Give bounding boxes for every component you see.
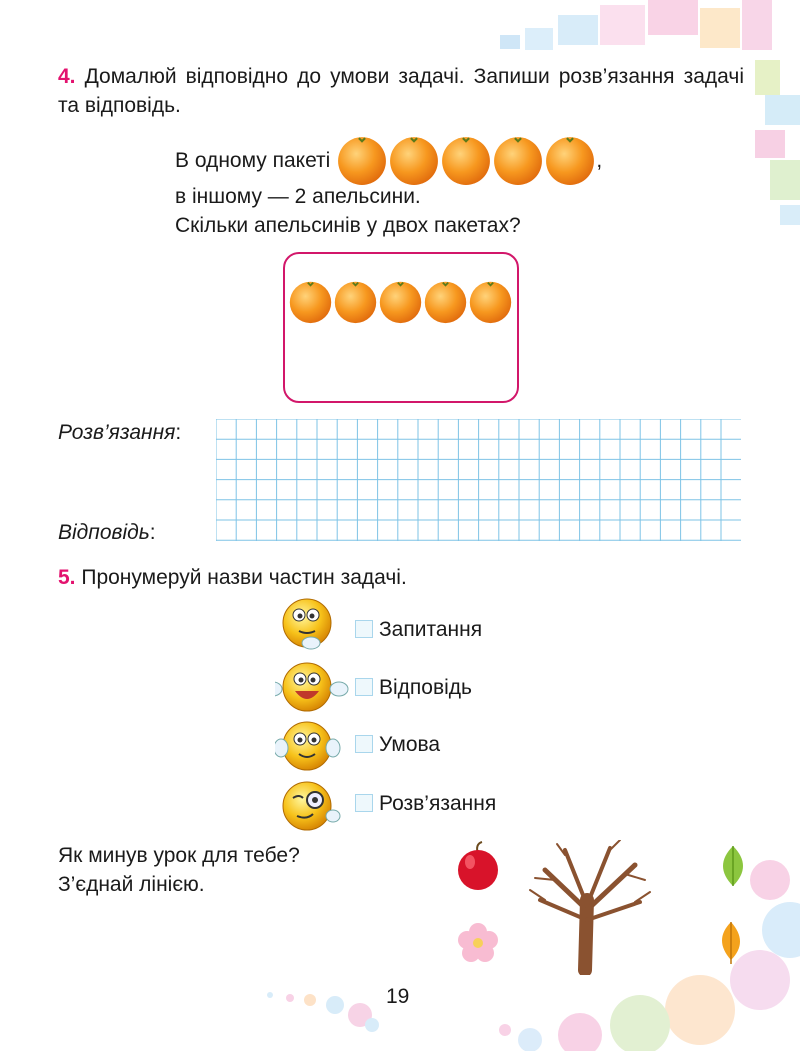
task-4-problem [175,138,695,240]
squared-writing-grid[interactable] [216,419,741,541]
task-4-instruction [58,62,744,120]
reflection-line-2: З’єднай лінією. [58,873,205,896]
orange-icon [336,134,388,186]
orange-icon [388,134,440,186]
number-box[interactable] [355,620,373,638]
option-label: Відповідь [379,675,472,699]
bare-tree-icon[interactable] [530,840,650,970]
option-answer[interactable] [355,672,472,702]
emoji-column [275,595,355,835]
orange-icon [492,134,544,186]
number-box[interactable] [355,678,373,696]
number-box[interactable] [355,794,373,812]
green-leaf-icon[interactable] [723,846,743,886]
orange-icon [378,279,423,324]
orange-icon [423,279,468,324]
reflection-line-1: Як минув урок для тебе? [58,844,300,867]
apple-icon[interactable] [458,842,498,890]
listening-emoji-icon [275,722,340,770]
orange-row-box [288,279,513,324]
task-4-number: 4. [58,65,76,88]
page-number: 19 [386,985,410,1008]
solution-label: Розв’язання: [58,421,182,444]
problem-line-1-comma: , [596,148,603,172]
magnifier-emoji-icon [283,782,340,830]
orange-icon [468,279,513,324]
option-condition[interactable] [355,729,440,759]
option-label: Умова [379,732,441,756]
thinking-emoji-icon [283,599,331,649]
task-4-text: Домалюй відповідно до умови задачі. Запиши розв’язання задачі та відповідь. [58,65,744,117]
orange-row-text [336,134,596,186]
option-solution[interactable] [355,788,496,818]
orange-icon [333,279,378,324]
problem-line-1: В одному пакеті [175,148,331,172]
orange-icon [440,134,492,186]
yellow-leaf-icon[interactable] [722,922,740,964]
task-5-number: 5. [58,566,76,589]
flower-icon[interactable] [458,923,498,962]
option-label: Запитання [379,617,483,641]
bag-drawing-box[interactable] [283,252,519,403]
number-box[interactable] [355,735,373,753]
task-5-text: Пронумеруй назви частин задачі. [81,566,407,589]
task-5-instruction [58,563,407,592]
answer-label: Відповідь: [58,521,156,544]
orange-icon [288,279,333,324]
thumbs-up-emoji-icon [275,663,348,711]
option-question[interactable] [355,614,482,644]
problem-line-2: в іншому — 2 апельсини. [175,185,421,208]
reflection-pictures [445,840,755,975]
option-label: Розв’язання [379,791,497,815]
problem-line-3: Скільки апельсинів у двох пакетах? [175,214,521,237]
reflection-text [58,841,300,899]
orange-icon [544,134,596,186]
